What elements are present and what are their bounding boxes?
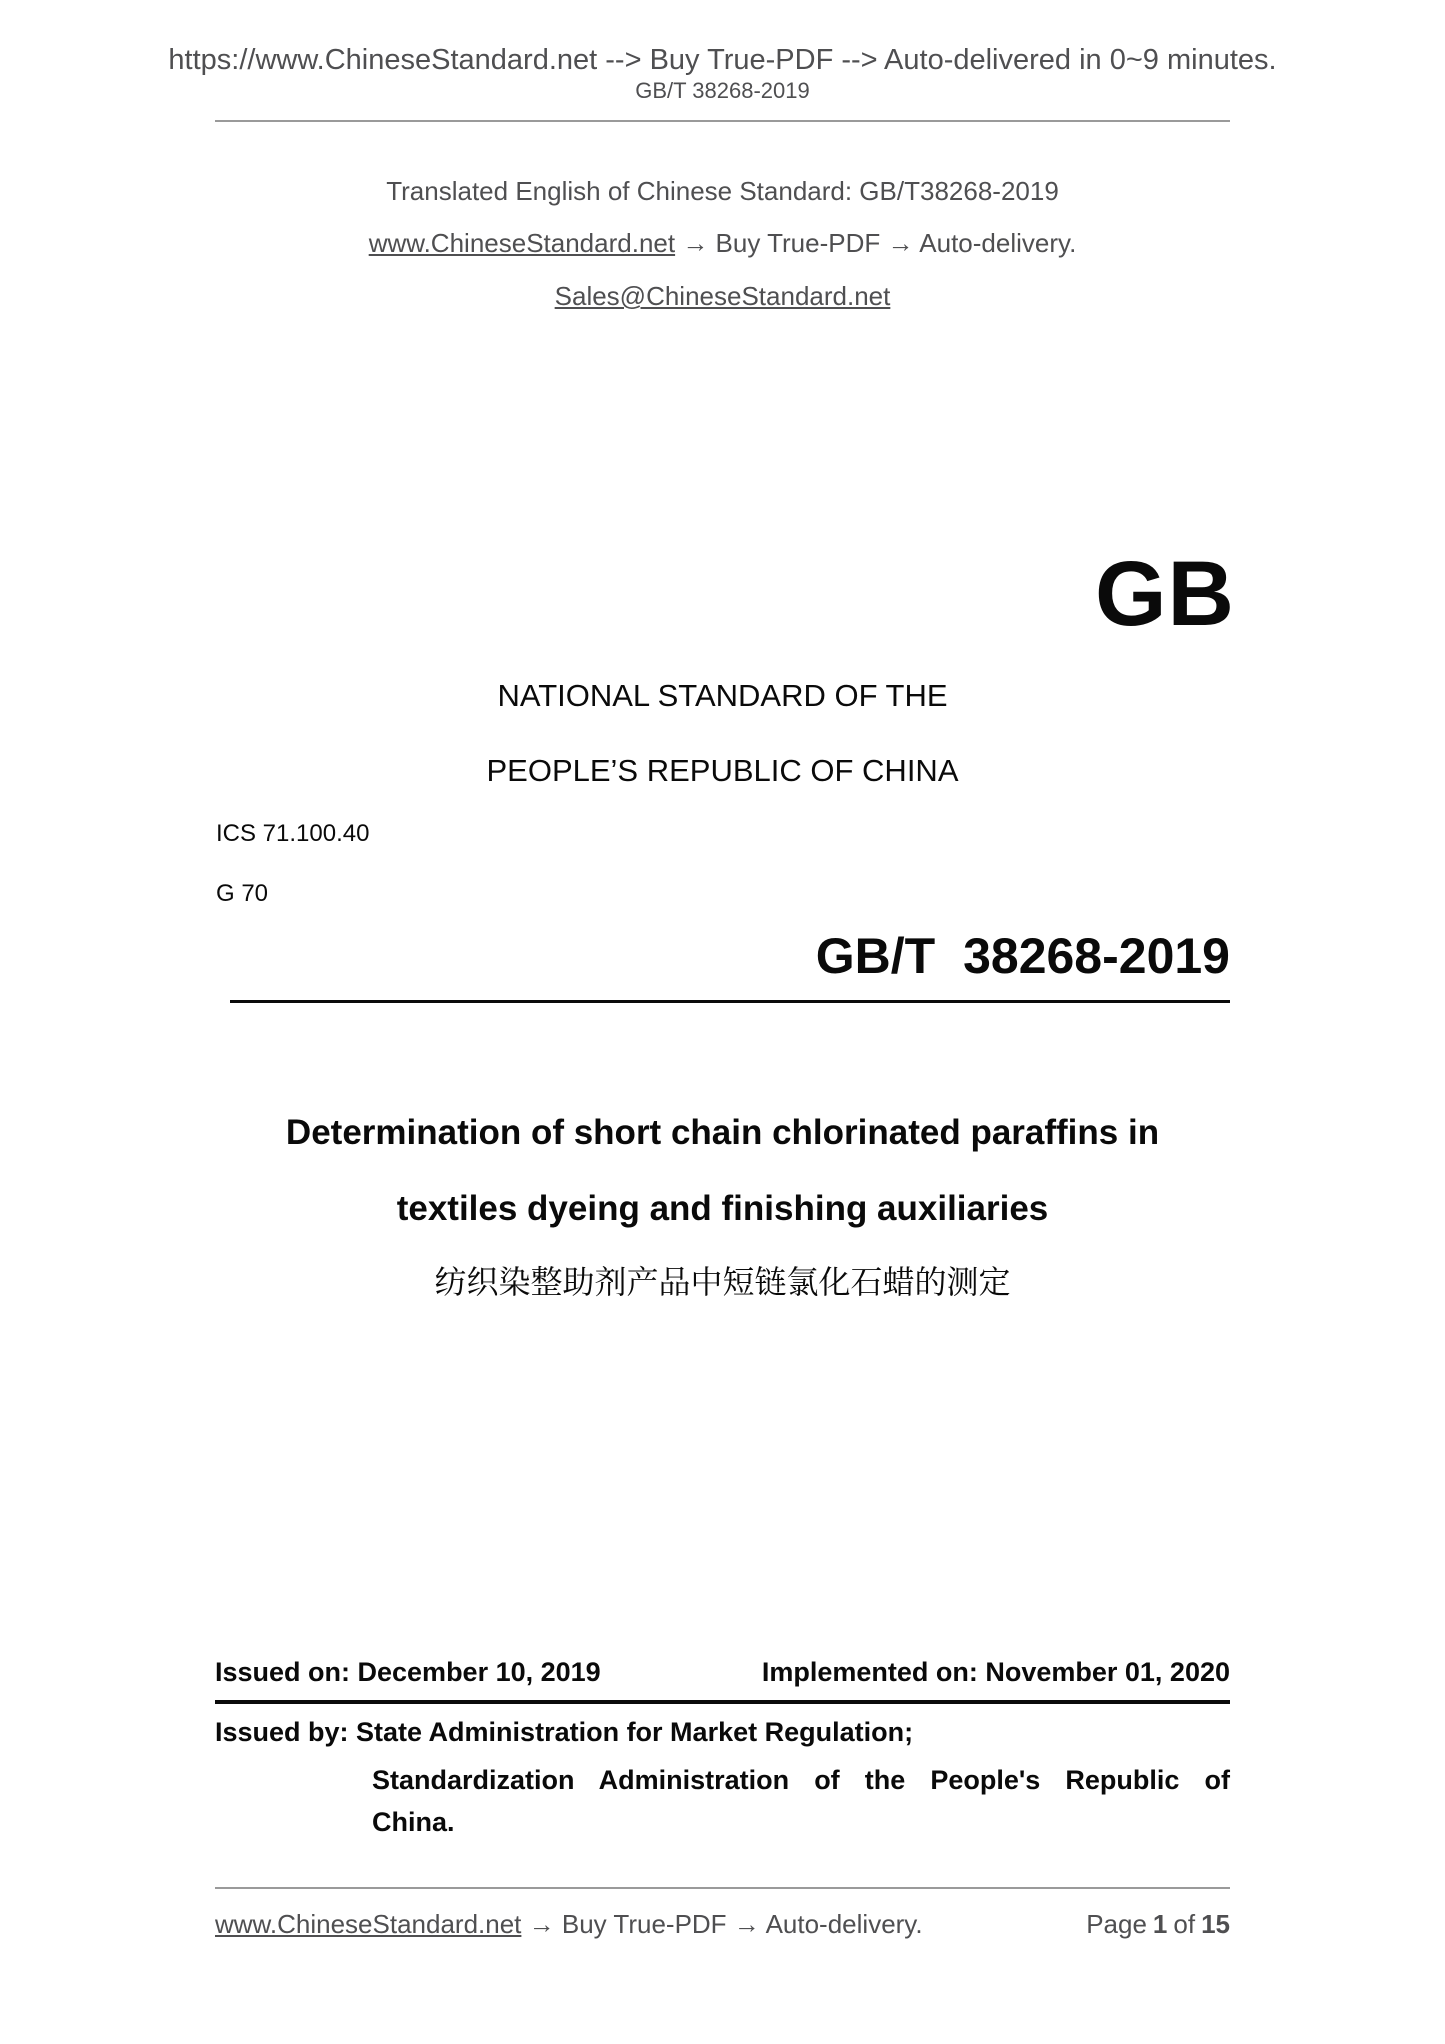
issue-dates-row	[215, 1656, 1230, 1688]
translated-line: Translated English of Chinese Standard: GB/T38268-2019	[386, 176, 1059, 206]
footer-divider	[215, 1887, 1230, 1889]
title-line2: textiles dyeing and finishing auxiliaries	[396, 1189, 1049, 1228]
class-code: G 70	[216, 880, 269, 907]
page-of-label: of	[1173, 1909, 1196, 1939]
page-current: 1	[1152, 1909, 1168, 1939]
implemented-on-date: Implemented on: November 01, 2020	[761, 1657, 1230, 1687]
title-chinese: 纺织染整助剂产品中短链氯化石蜡的测定	[434, 1264, 1011, 1300]
page-total: 15	[1201, 1909, 1230, 1939]
issued-by-line3: China.	[372, 1807, 455, 1837]
email-line	[0, 281, 1445, 311]
standard-number-divider	[230, 1000, 1230, 1003]
header-url-line: https://www.ChineseStandard.net --> Buy True-PDF --> Auto-delivered in 0~9 minutes.	[168, 44, 1277, 76]
ics-code: ICS 71.100.40	[216, 820, 370, 847]
buy-line	[0, 228, 1445, 258]
header-divider	[215, 120, 1230, 122]
issued-on-date: Issued on: December 10, 2019	[215, 1657, 601, 1687]
buy-line-rest: → Buy True-PDF → Auto-delivery.	[675, 228, 1077, 258]
page-indicator	[1086, 1908, 1230, 1940]
footer-row	[215, 1908, 1230, 1940]
issued-by-line2: Standardization Administration of the People's Republic of	[372, 1765, 1230, 1795]
issued-by-line1: Issued by: State Administration for Market Regulation;	[215, 1717, 914, 1747]
title-line1: Determination of short chain chlorinated paraffins in	[285, 1113, 1160, 1152]
national-standard-line1: NATIONAL STANDARD OF THE	[497, 678, 948, 713]
page-label: Page	[1086, 1909, 1147, 1939]
national-standard-line2: PEOPLE’S REPUBLIC OF CHINA	[486, 753, 959, 788]
site-link[interactable]: www.ChineseStandard.net	[368, 228, 676, 258]
header-doc-number: GB/T 38268-2019	[635, 78, 810, 103]
issue-divider	[215, 1700, 1230, 1704]
email-link[interactable]: Sales@ChineseStandard.net	[554, 281, 891, 311]
footer-buy-rest: → Buy True-PDF → Auto-delivery.	[521, 1909, 923, 1939]
footer-buy-line	[215, 1908, 923, 1940]
standard-number: GB/T 38268-2019	[815, 928, 1230, 984]
gb-logo: GB	[1095, 543, 1235, 645]
footer-site-link[interactable]: www.ChineseStandard.net	[215, 1909, 522, 1939]
